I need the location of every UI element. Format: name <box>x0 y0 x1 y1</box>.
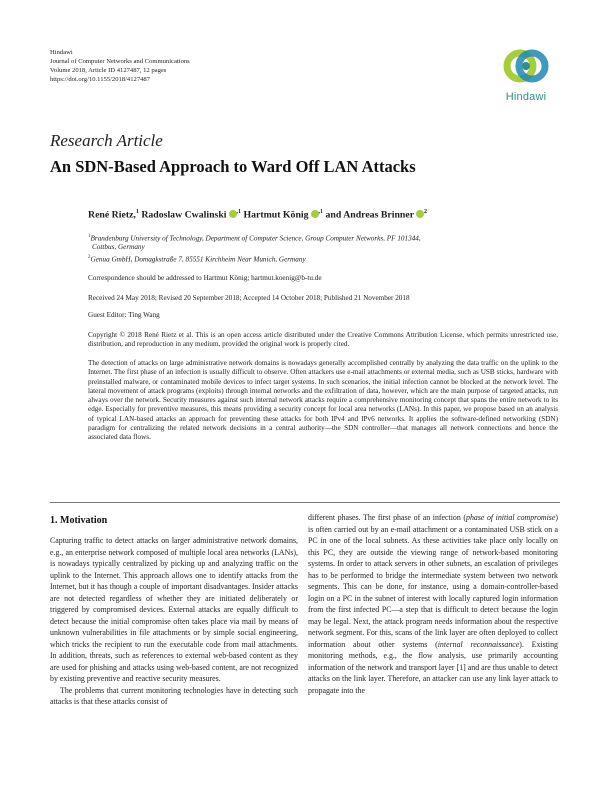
doi-link[interactable]: https://doi.org/10.1155/2018/4127487 <box>50 76 151 83</box>
publisher-name: Hindawi <box>50 49 73 56</box>
abstract: The detection of attacks on large administrative network domains is nowadays generally accomplished centrally by analyzing the data traffic on the uplink to the Internet. The first phase of an infection is usually difficult to observe. Often attackers use e-mail attachments or external media, such as USB sticks, hardware with preinstalled malware, or contaminated mobile devices to infect target systems. In such scenarios, the initial infection cannot be blocked at the network level. The lateral movement of attack programs (exploits) through internal networks and the exfiltration of data, however, which are the main purpose of targeted attacks, run always over the network. Security measures against such internal network attacks require a comprehensive monitoring concept that spans the entire network to its edge. Especially for preventive measures, this means providing a security concept for local area networks (LANs). In this paper, we propose based on an analysis of typical LAN-based attacks an approach for preventing these attacks for both IPv4 and IPv6 networks. It applies the software-defined networking (SDN) paradigm for centralizing the related network decisions in a central authority—the SDN controller—that manages all network connections and hence the associated data flows. <box>88 359 558 442</box>
author-name: Radoslaw Cwalinski <box>141 209 227 221</box>
volume-info: Volume 2018, Article ID 4127487, 12 pages <box>50 67 167 74</box>
emphasized-term: internal reconnaissance <box>437 639 520 649</box>
author-affiliation-mark: 1 <box>135 209 139 215</box>
affiliation-1 <box>88 232 558 252</box>
author-name: and Andreas Brinner <box>325 209 415 221</box>
affiliation-2 <box>88 253 558 264</box>
body-paragraph: Capturing traffic to detect attacks on larger administrative network domains, e.g., an enterprise network composed of multiple local area networks (LANs), is nowadays typically centralized by picking up and analyzing traffic on the uplink to the Internet. This approach allows one to identify attacks from the Internet, but it has though a couple of important disadvantages. Insider attacks are not detected regardless of whether they are initiated deliberately or triggered by compromised devices. External attacks are equally difficult to detect because the initial compromise often takes place via mail by means of unknown vulnerabilities in file attachments or by simple social engineering, which tricks the recipient to run the executable code from mail attachments. In addition, threats, such as references to external web-based content as they are used for phishing and attacks using web-based content, are not recognized by existing preventive and reactive security measures. <box>50 536 298 683</box>
section-divider <box>50 502 560 503</box>
logo-wordmark: Hindawi <box>505 91 547 103</box>
author-name: René Rietz, <box>88 209 136 221</box>
affiliation-mark: 1 <box>88 234 91 239</box>
author-affiliation-mark: 2 <box>424 209 428 215</box>
article-type: Research Article <box>50 131 163 150</box>
correspondence: Correspondence should be addressed to Hartmut König; hartmut.koenig@b-tu.de <box>88 274 322 282</box>
copyright-notice: Copyright © 2018 René Rietz et al. This is an open access article distributed under the Creative Commons Attribution License, which permits unrestricted use, distribution, and reproduction in any medium, provided the original work is properly cited. <box>88 331 558 349</box>
body-column-left <box>50 535 298 708</box>
text-run: ) is often carried out by an e-mail attachment or a contaminated USB stick on a PC in one of the local subnets. As these activities take place only locally on this PC, they are outside the viewing range of network-based monitoring systems. In order to attack servers in other subnets, an escalation of privileges has to be performed to bridge the intermediate system between two network segments. This can be done, for instance, using a domain-controller-based login on a PC in the subnet of interest with locally captured login information from the first infected PC—a step that is difficult to detect because the login may be legal. Next, the attack program needs information about the respective network segment. For this, scans of the link layer are often deployed to collect information about other systems ( <box>308 513 558 649</box>
section-heading: 1. Motivation <box>50 515 108 526</box>
affiliation-line: Cottbus, Germany <box>92 243 145 252</box>
affiliation-line: Genua GmbH, Domagkstraße 7, 85551 Kirchheim Near Munich, Germany <box>90 255 306 264</box>
orcid-icon[interactable] <box>229 210 237 218</box>
author-list <box>88 209 427 220</box>
orcid-icon[interactable] <box>311 210 319 218</box>
body-column-right <box>308 512 558 696</box>
text-run: different phases. The first phase of an infection ( <box>308 513 466 522</box>
emphasized-term: phase of initial compromise <box>466 513 556 522</box>
guest-editor: Guest Editor: Ting Wang <box>88 311 160 319</box>
affiliation-mark: 2 <box>88 255 91 260</box>
text-run: ). Existing monitoring methods, e.g., the flow analysis, use primarily accounting information of the network and transport layer [1] and are thus unable to detect attacks on the link layer. Therefore, an attacker can use any link layer attack to propagate into the <box>308 639 558 695</box>
body-paragraph: The problems that current monitoring technologies have in detecting such attacks is that these attacks consist of <box>50 685 298 706</box>
author-name: Hartmut König <box>243 209 309 221</box>
orcid-icon[interactable] <box>416 210 424 218</box>
journal-info <box>50 48 190 84</box>
author-affiliation-mark: ,1 <box>318 209 324 215</box>
author-affiliation-mark: ,1 <box>236 209 242 215</box>
publication-dates: Received 24 May 2018; Revised 20 September 2018; Accepted 14 October 2018; Published 21 November 2018 <box>88 294 410 302</box>
journal-name: Journal of Computer Networks and Communications <box>50 58 190 65</box>
affiliation-line: Brandenburg University of Technology, Department of Computer Science, Group Computer Networks, PF 101344, <box>90 234 421 243</box>
paper-title: An SDN-Based Approach to Ward Off LAN Attacks <box>50 157 416 176</box>
body-paragraph <box>308 512 558 696</box>
